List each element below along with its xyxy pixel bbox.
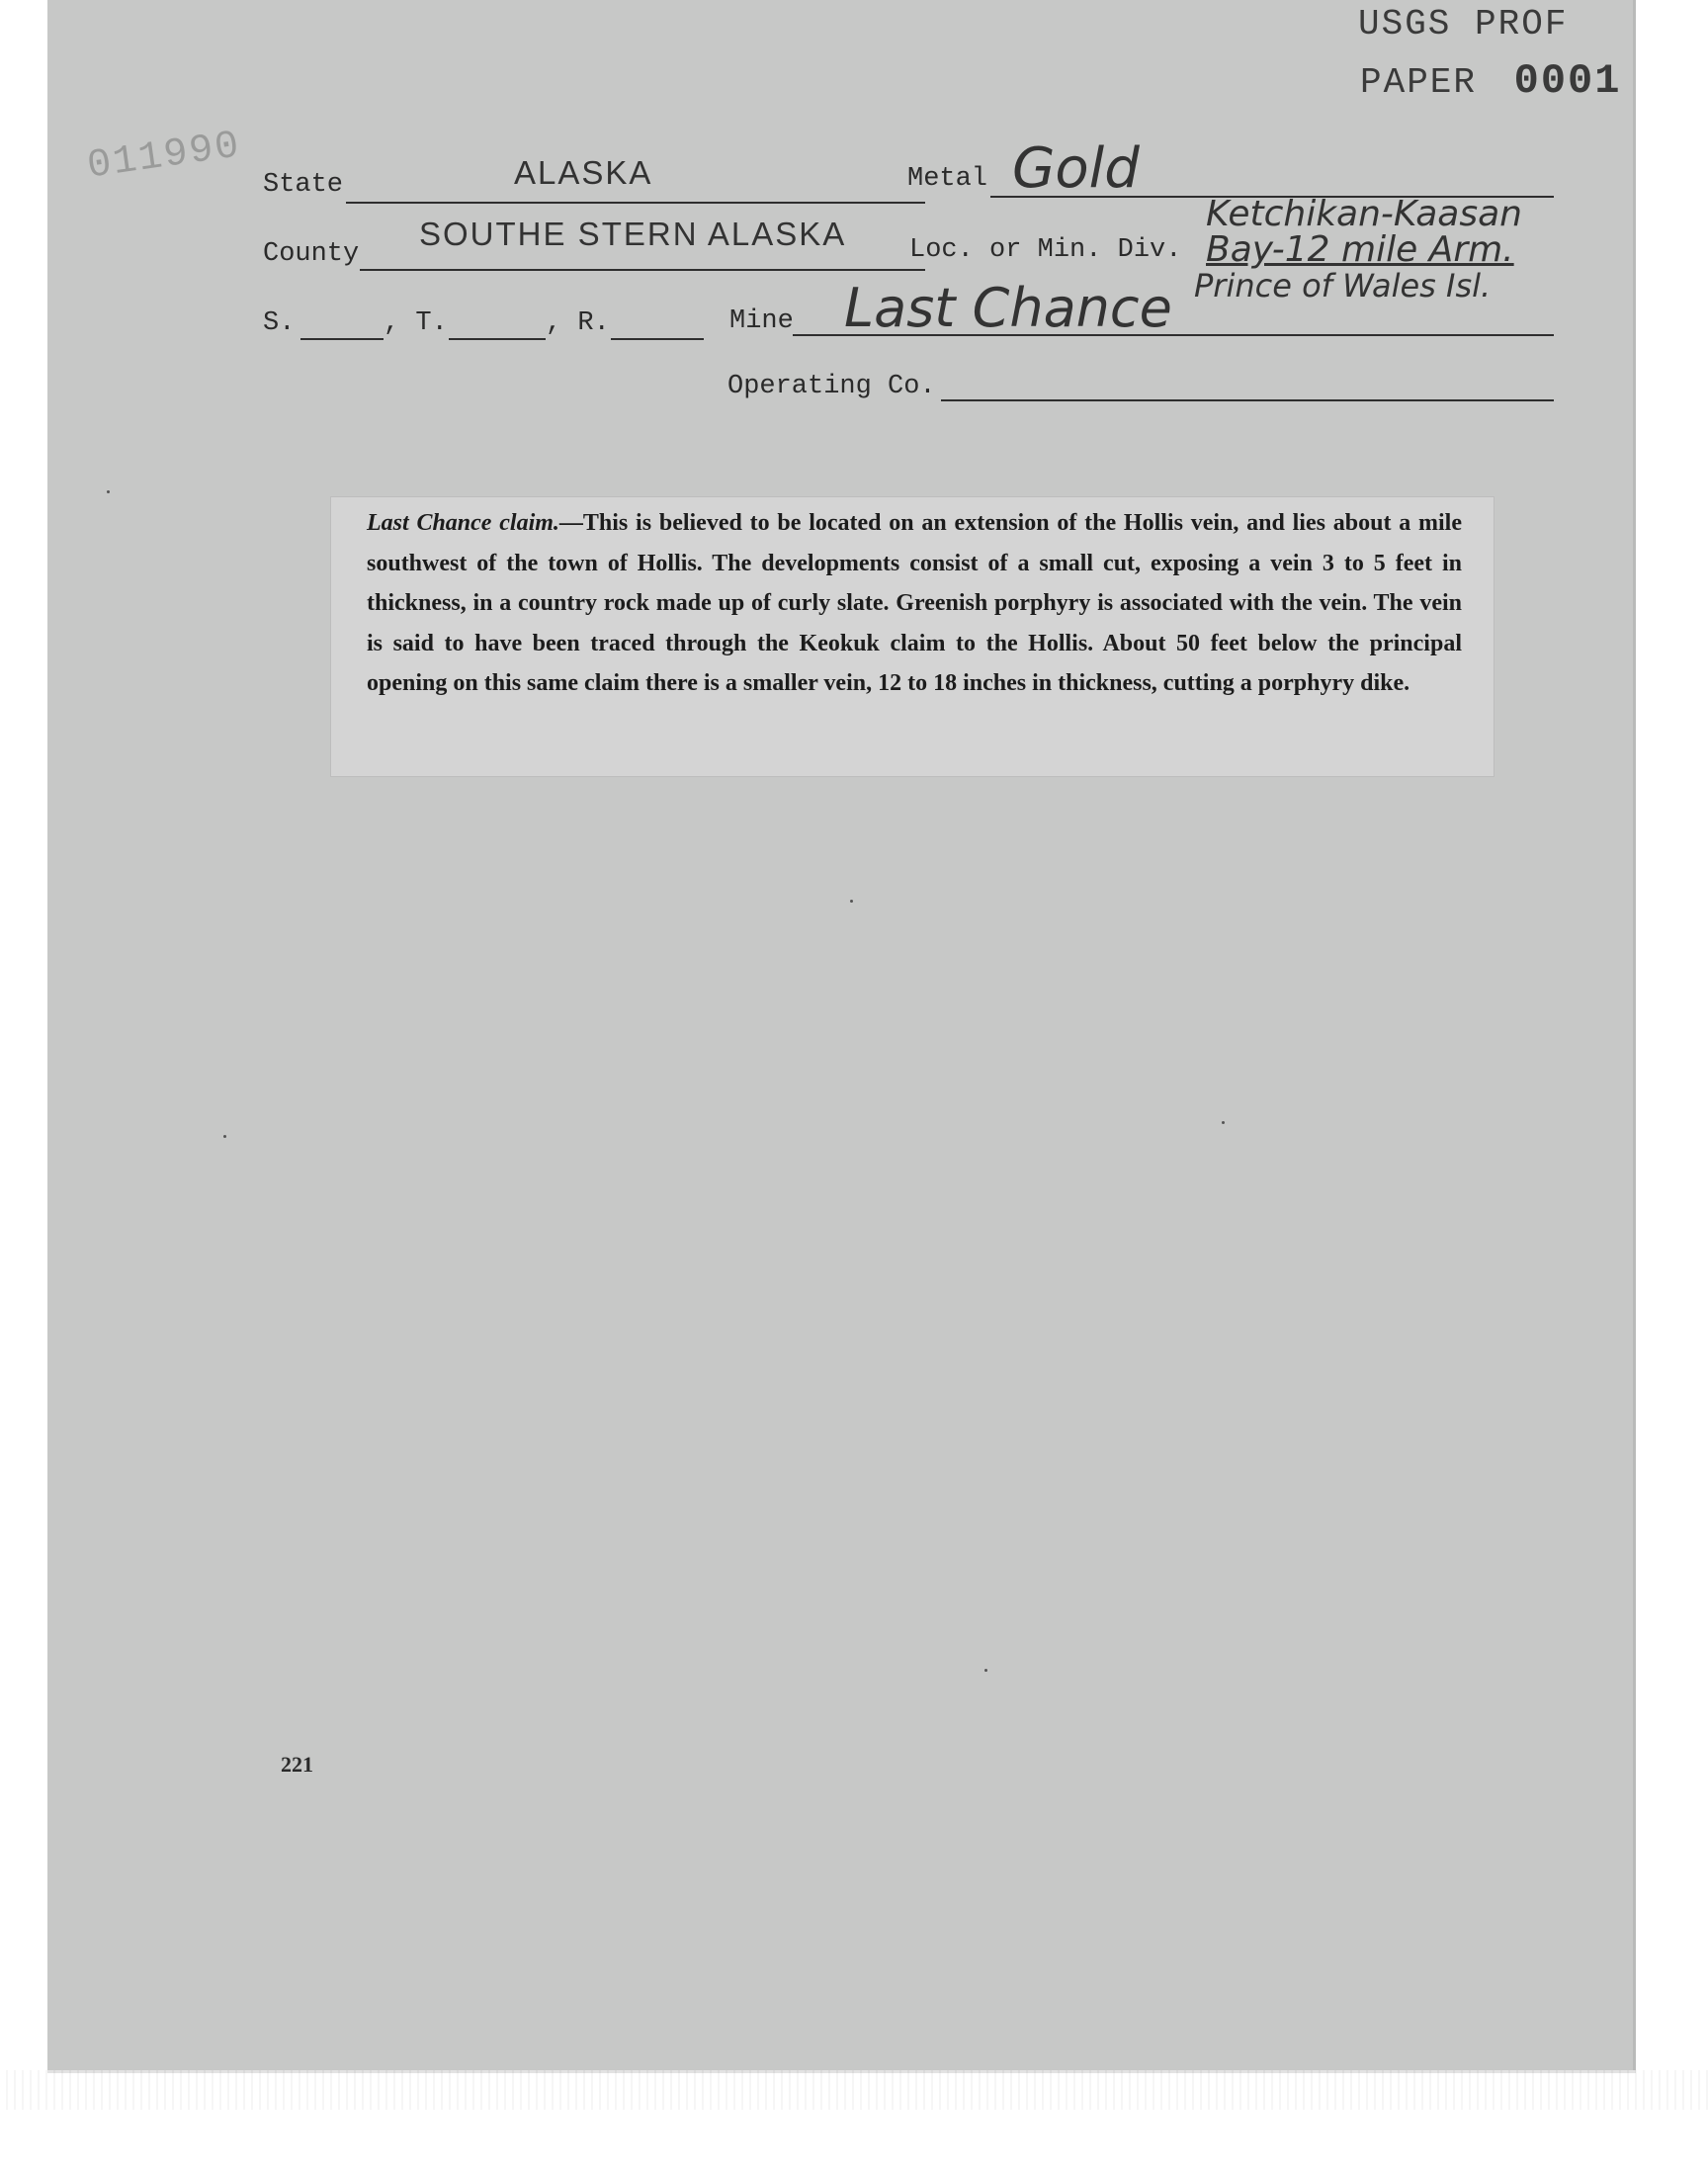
clipping-paragraph (367, 503, 1462, 704)
clipping-body: —This is believed to be located on an extension of the Hollis vein, and lies about a mile southwest of the town of Hollis. The developments consist of a small cut, exposing a vein 3 to 5 feet in thickness, in a country rock made up of curly slate. Greenish porphyry is associated with the vein. The vein is said to have been traced through the Keokuk claim to the Hollis. About 50 feet below the principal opening on this same claim there is a smaller vein, 12 to 18 inches in thickness, cutting a porphyry dike. (367, 510, 1462, 696)
speck (1222, 1121, 1225, 1124)
speck (107, 490, 110, 493)
range-line (611, 338, 704, 340)
speck (850, 900, 853, 903)
page-number: 221 (281, 1752, 313, 1777)
loc-value-line2: Bay-12 mile Arm. (1206, 229, 1514, 270)
township-line (449, 338, 546, 340)
scan-edge-strip (0, 2070, 1708, 2110)
range-label: , R. (546, 308, 610, 338)
operating-co-line (941, 399, 1554, 401)
loc-label: Loc. or Min. Div. (909, 235, 1182, 265)
township-label: , T. (384, 308, 448, 338)
county-value: SOUTHE STERN ALASKA (419, 216, 847, 252)
mine-value: Last Chance (844, 277, 1172, 339)
stamp-usgs-prof: USGS PROF (1358, 4, 1569, 44)
loc-value-line3: Prince of Wales Isl. (1194, 267, 1492, 304)
faint-serial-stamp: 011990 (84, 124, 244, 190)
speck (223, 1135, 226, 1138)
metal-label: Metal (907, 164, 988, 194)
record-card (47, 0, 1636, 2073)
stamp-paper-number: 0001 (1513, 57, 1622, 105)
mine-label: Mine (729, 306, 794, 336)
state-line (346, 202, 925, 204)
section-line (300, 338, 384, 340)
metal-value: Gold (1012, 136, 1140, 201)
section-label: S. (263, 308, 296, 338)
county-label: County (263, 239, 360, 269)
operating-co-label: Operating Co. (727, 372, 936, 401)
speck (984, 1669, 987, 1672)
clipping-lead: Last Chance claim. (367, 510, 559, 536)
state-value: ALASKA (514, 154, 653, 191)
stamp-paper (1360, 57, 1621, 105)
stamp-paper-label: PAPER (1360, 62, 1478, 103)
county-line (360, 269, 925, 271)
loc-value-line1: Ketchikan-Kaasan (1206, 194, 1522, 234)
state-label: State (263, 170, 344, 200)
pasted-text-clipping (330, 496, 1494, 777)
